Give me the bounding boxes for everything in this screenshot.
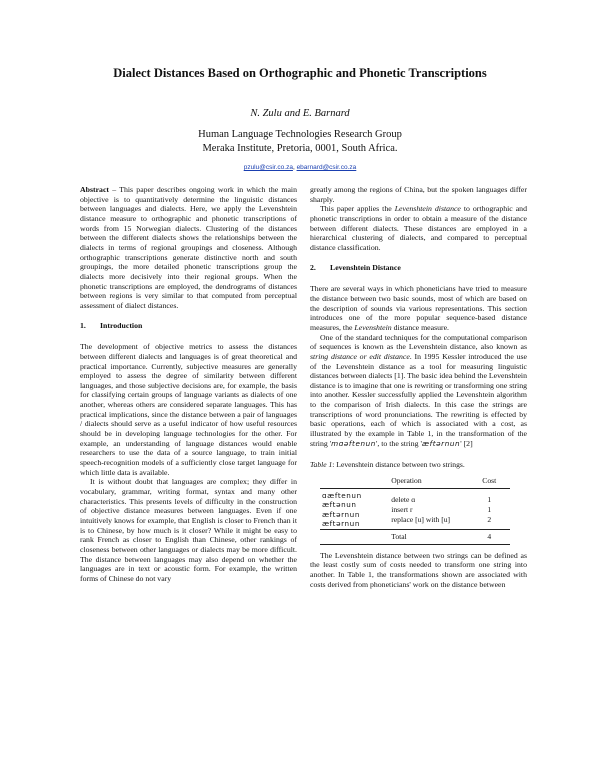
email-separator: , xyxy=(292,164,297,171)
table-operation: replace [u] with [u] xyxy=(391,514,451,524)
section-heading-levenshtein xyxy=(310,263,527,273)
table-total-row xyxy=(320,530,510,545)
text-run: . In 1995 Kessler introduced the use of the Levenshtein distance as a tool for measuring linguistic distances between dialects [1]. The basic idea behind the Levenshtein distance is to imagine that one is rewriting or transforming one string into another. Kessler successfully applied the Levenshtein algorithm to the comparison of Irish dialects. In this case the strings are transcriptions of word pronunciations. The rewriting is effected by basic operations, each of which is associated with a cost, as illustrated by the example in Table 1, in the transformation of the string ' xyxy=(310,351,527,448)
table-operation: insert r xyxy=(391,505,413,515)
intro-paragraph-1: The development of objective metrics to assess the distances between different dialects and languages is of great theoretical and practical importance. Currently, subjective measures are generally employed to assess the degree of similarity between different languages, and those subjective decisions are, for example, the basis for classifying certain groups of language variants as dialects of one another, whereas others are considered separate languages. This has practical implications, since the distance between a pair of languages / dialects should serve as a useful indicator of how useful resources should be in developing language technologies for the other. For example, an understanding of language distances would enable researchers to use the data of a source language, to train initial speech-recognition models of a sufficiently close target language for which little data is available. xyxy=(80,342,297,477)
text-run: There are several ways in which phoneticians have tried to measure the distance between two basic sounds, most of which are based on the description of sounds via various representations. This section introduces one of the more popular sequence-based distance measures, the xyxy=(310,284,527,332)
table-header-row xyxy=(320,476,510,488)
emphasis-levenshtein: Levenshtein xyxy=(354,322,392,332)
text-run: distance measure. xyxy=(391,322,450,332)
table-string: æftərnun xyxy=(322,509,360,519)
left-column xyxy=(80,185,297,584)
intro-paragraph-2: It is without doubt that languages are complex; they differ in vocabulary, grammar, writing format, syntax and many other characteristics. This presents levels of difficulty in the construction of objective distance measures between languages. Even if one intuitively knows for example, that English is closer to French than it is to Chinese, by how much is it closer? While it might be easy to rank French as closer to English than Chinese, other rankings of closeness between other languages or dialects may be more difficult. The distance between languages may also depend on whether the languages are in text or acoustic form. For example, the written forms of Chinese do not vary xyxy=(80,477,297,583)
text-run: One of the standard techniques for the computational comparison of sequences is known as the Levenshtein distance, also known as xyxy=(310,332,527,352)
table-string: ɑæftenun xyxy=(322,490,362,500)
table-total-label: Total xyxy=(389,530,468,545)
table-operations-cell xyxy=(389,488,468,529)
section-title: Introduction xyxy=(100,320,143,330)
levenshtein-paragraph-2 xyxy=(310,333,527,449)
table-costs-cell xyxy=(468,488,510,529)
abstract xyxy=(80,185,297,311)
intro-paragraph-3 xyxy=(310,204,527,252)
text-run: to orthographic and phonetic transcriptions in order to obtain a measure of the distance between different dialects. These distances are employed in a hierarchical clustering of dialects, and compared to perceptual distance classification. xyxy=(310,204,527,252)
target-string: æftərnun xyxy=(421,438,461,448)
author-list: N. Zulu and E. Barnard xyxy=(250,108,350,119)
table-header-cost: Cost xyxy=(468,476,510,488)
table-string: æftərnun xyxy=(322,519,360,529)
source-string: mɑəftenun xyxy=(331,438,376,448)
levenshtein-paragraph-3: The Levenshtein distance between two strings can be defined as the least costly sum of costs needed to transform one string into another. In Table 1, the transformations shown are associated with costs derived from phoneticians' work on the distance between xyxy=(310,550,527,589)
abstract-text: – This paper describes ongoing work in which the main objective is to quantitatively determine the linguistic distances between languages and dialects. Here, we apply the Levenshtein distance measure to orthographic and phonetic transcriptions of words from 15 Norwegian dialects. Clustering of the distances between the different dialects shows the relationships between the dialects in terms of regional groupings and closeness. Although orthographic transcriptions generate distinctive north and south groupings, the more detailed phonetic transcriptions group the dialects more decisively into their regional groups. When the phonetic transcriptions are employed, the dendrograms of distances between regions is very similar to that computed from perceptual assessment of dialect distances. xyxy=(80,185,297,310)
table-caption xyxy=(310,460,527,470)
table-total-blank xyxy=(320,530,389,545)
email-link-zulu[interactable]: pzulu@csir.co.za xyxy=(243,164,293,171)
table-operation: delete ɑ xyxy=(391,495,416,505)
section-title: Levenshtein Distance xyxy=(330,262,401,272)
email-link-barnard[interactable]: ebarnard@csir.co.za xyxy=(296,164,357,171)
text-run: ', to the string ' xyxy=(375,438,422,448)
table-caption-text: : Levenshtein distance between two strings. xyxy=(332,460,465,470)
author-emails xyxy=(60,164,540,171)
affiliation-address: Meraka Institute, Pretoria, 0001, South Africa. xyxy=(202,142,398,154)
emphasis-edit-distance: string distance or edit distance xyxy=(310,351,410,361)
table-total-value: 4 xyxy=(468,530,510,545)
emphasis-levenshtein: Levenshtein distance xyxy=(394,204,461,214)
paper-title: Dialect Distances Based on Orthographic and Phonetic Transcriptions xyxy=(113,66,487,80)
section-number: 2. xyxy=(310,262,316,272)
levenshtein-table xyxy=(320,476,510,545)
table-header-blank xyxy=(320,476,389,488)
affiliation-group: Human Language Technologies Research Group xyxy=(198,129,402,140)
section-number: 1. xyxy=(80,320,86,330)
table-cost: 1 xyxy=(487,495,492,505)
table-cost: 1 xyxy=(487,505,492,515)
section-heading-introduction xyxy=(80,321,297,331)
right-column xyxy=(310,185,527,589)
table-body-row xyxy=(320,488,510,529)
table-cost: 2 xyxy=(487,514,492,524)
abstract-label: Abstract xyxy=(80,185,110,194)
table-strings-cell xyxy=(320,488,389,529)
text-run: ' [2] xyxy=(460,438,473,448)
table-header-operation: Operation xyxy=(389,476,468,488)
intro-paragraph-2-continued: greatly among the regions of China, but the spoken languages differ sharply. xyxy=(310,185,527,204)
table-caption-label: Table 1 xyxy=(310,460,333,470)
levenshtein-paragraph-1 xyxy=(310,284,527,332)
table-string: æftənun xyxy=(322,500,357,510)
text-run: This paper applies the xyxy=(320,204,395,214)
affiliation xyxy=(60,128,540,155)
